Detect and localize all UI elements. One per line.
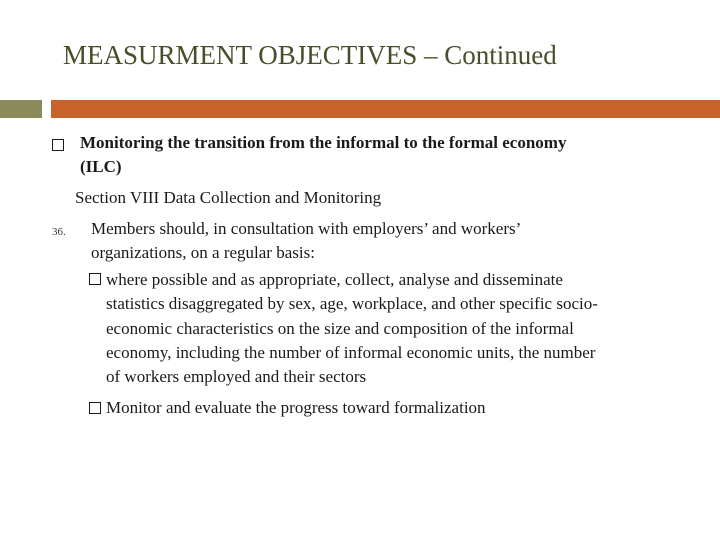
sub-item-2: Monitor and evaluate the progress toward formalization — [106, 398, 486, 417]
square-bullet-icon — [89, 273, 101, 285]
item-line-2: organizations, on a regular basis: — [91, 243, 315, 262]
page-title: MEASURMENT OBJECTIVES – Continued — [63, 40, 557, 70]
section-heading: Section VIII Data Collection and Monitoring — [75, 188, 382, 207]
heading-line-1: Monitoring the transition from the informal to the formal economy — [80, 133, 567, 152]
sub-item-1-line-4: economy, including the number of informal economic units, the number — [106, 343, 596, 362]
square-bullet-icon — [52, 139, 64, 151]
heading-line-2: (ILC) — [80, 157, 122, 176]
sub-item-1-line-5: of workers employed and their sectors — [106, 367, 367, 386]
title-accent-bar — [51, 100, 720, 118]
side-accent-bar — [0, 100, 42, 118]
sub-item-1-line-1: where possible and as appropriate, collect, analyse and disseminate — [106, 270, 563, 289]
square-bullet-icon — [89, 402, 101, 414]
item-number: 36. — [52, 226, 66, 238]
sub-item-1-line-3: economic characteristics on the size and composition of the informal — [106, 319, 574, 338]
sub-item-1-line-2: statistics disaggregated by sex, age, workplace, and other specific socio- — [106, 294, 598, 313]
item-line-1: Members should, in consultation with employers’ and workers’ — [91, 219, 522, 238]
